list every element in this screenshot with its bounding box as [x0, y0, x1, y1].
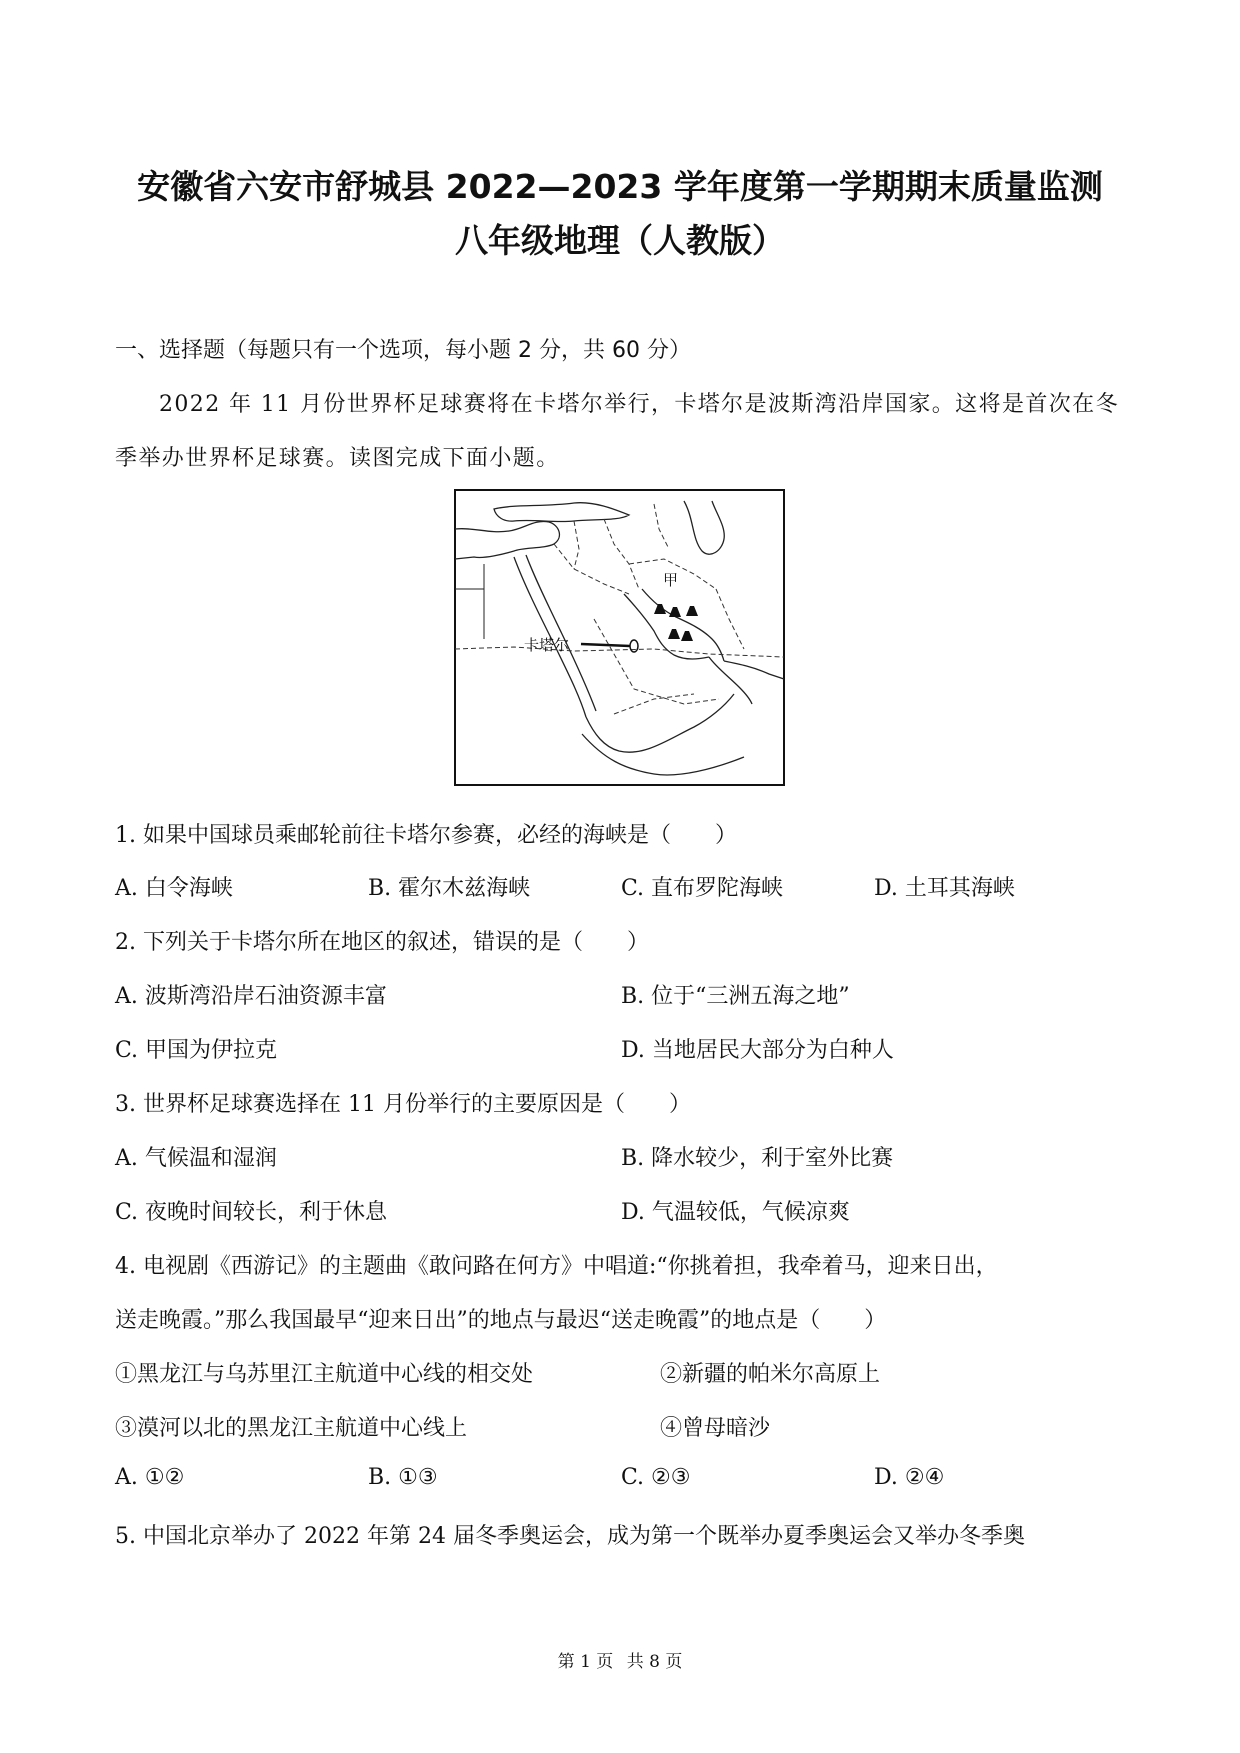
q3-option-a: A. 气候温和湿润: [115, 1146, 277, 1171]
q1-option-b: B. 霍尔木兹海峡: [368, 876, 531, 901]
q3-option-d: D. 气温较低，气候凉爽: [621, 1200, 850, 1225]
question-3-stem: 3. 世界杯足球赛选择在 11 月份举行的主要原因是（ ）: [115, 1092, 691, 1117]
q4-item-3: ③漠河以北的黑龙江主航道中心线上: [115, 1416, 468, 1441]
q4-option-d: D. ②④: [874, 1465, 945, 1490]
q4-option-c: C. ②③: [621, 1465, 691, 1490]
q3-option-c: C. 夜晚时间较长，利于休息: [115, 1200, 388, 1225]
exam-title: 安徽省六安市舒城县 2022—2023 学年度第一学期期末质量监测: [137, 167, 1103, 206]
q1-option-a: A. 白令海峡: [115, 876, 233, 901]
exam-subtitle: 八年级地理（人教版）: [455, 221, 785, 260]
q2-option-c: C. 甲国为伊拉克: [115, 1038, 278, 1063]
middle-east-map: [454, 489, 785, 786]
q4-option-a: A. ①②: [115, 1465, 185, 1490]
question-4-stem-line1: 4. 电视剧《西游记》的主题曲《敢问路在何方》中唱道:“你挑着担，我牵着马，迎来日出，: [115, 1254, 998, 1279]
page-number: 第 1 页: [557, 1652, 614, 1672]
page-footer: [0, 1647, 1240, 1672]
question-1-stem: 1. 如果中国球员乘邮轮前往卡塔尔参赛，必经的海峡是（ ）: [115, 823, 737, 848]
intro-paragraph: 2022 年 11 月份世界杯足球赛将在卡塔尔举行，卡塔尔是波斯湾沿岸国家。这将是首次在冬季举办世界杯足球赛。读图完成下面小题。: [115, 392, 1119, 471]
q2-option-b: B. 位于“三洲五海之地”: [621, 984, 850, 1009]
map-label-qatar: 卡塔尔: [524, 636, 570, 654]
q4-item-4: ④曾母暗沙: [660, 1416, 771, 1441]
q4-item-2: ②新疆的帕米尔高原上: [660, 1362, 881, 1387]
q2-option-d: D. 当地居民大部分为白种人: [621, 1038, 894, 1063]
section-heading: 一、选择题（每题只有一个选项，每小题 2 分，共 60 分）: [115, 338, 691, 363]
map-label-jia: 甲: [663, 571, 679, 589]
question-2-stem: 2. 下列关于卡塔尔所在地区的叙述，错误的是（ ）: [115, 930, 649, 955]
q1-option-d: D. 土耳其海峡: [874, 876, 1015, 901]
q4-item-1: ①黑龙江与乌苏里江主航道中心线的相交处: [115, 1362, 534, 1387]
page-total: 共 8 页: [626, 1652, 683, 1672]
question-5-stem: 5. 中国北京举办了 2022 年第 24 届冬季奥运会，成为第一个既举办夏季奥运会又举办冬季奥: [115, 1524, 1025, 1549]
q3-option-b: B. 降水较少，利于室外比赛: [621, 1146, 894, 1171]
question-4-stem-line2: 送走晚霞。”那么我国最早“迎来日出”的地点与最迟“送走晚霞”的地点是（ ）: [115, 1308, 887, 1333]
q4-option-b: B. ①③: [368, 1465, 438, 1490]
q2-option-a: A. 波斯湾沿岸石油资源丰富: [115, 984, 387, 1009]
q1-option-c: C. 直布罗陀海峡: [621, 876, 784, 901]
